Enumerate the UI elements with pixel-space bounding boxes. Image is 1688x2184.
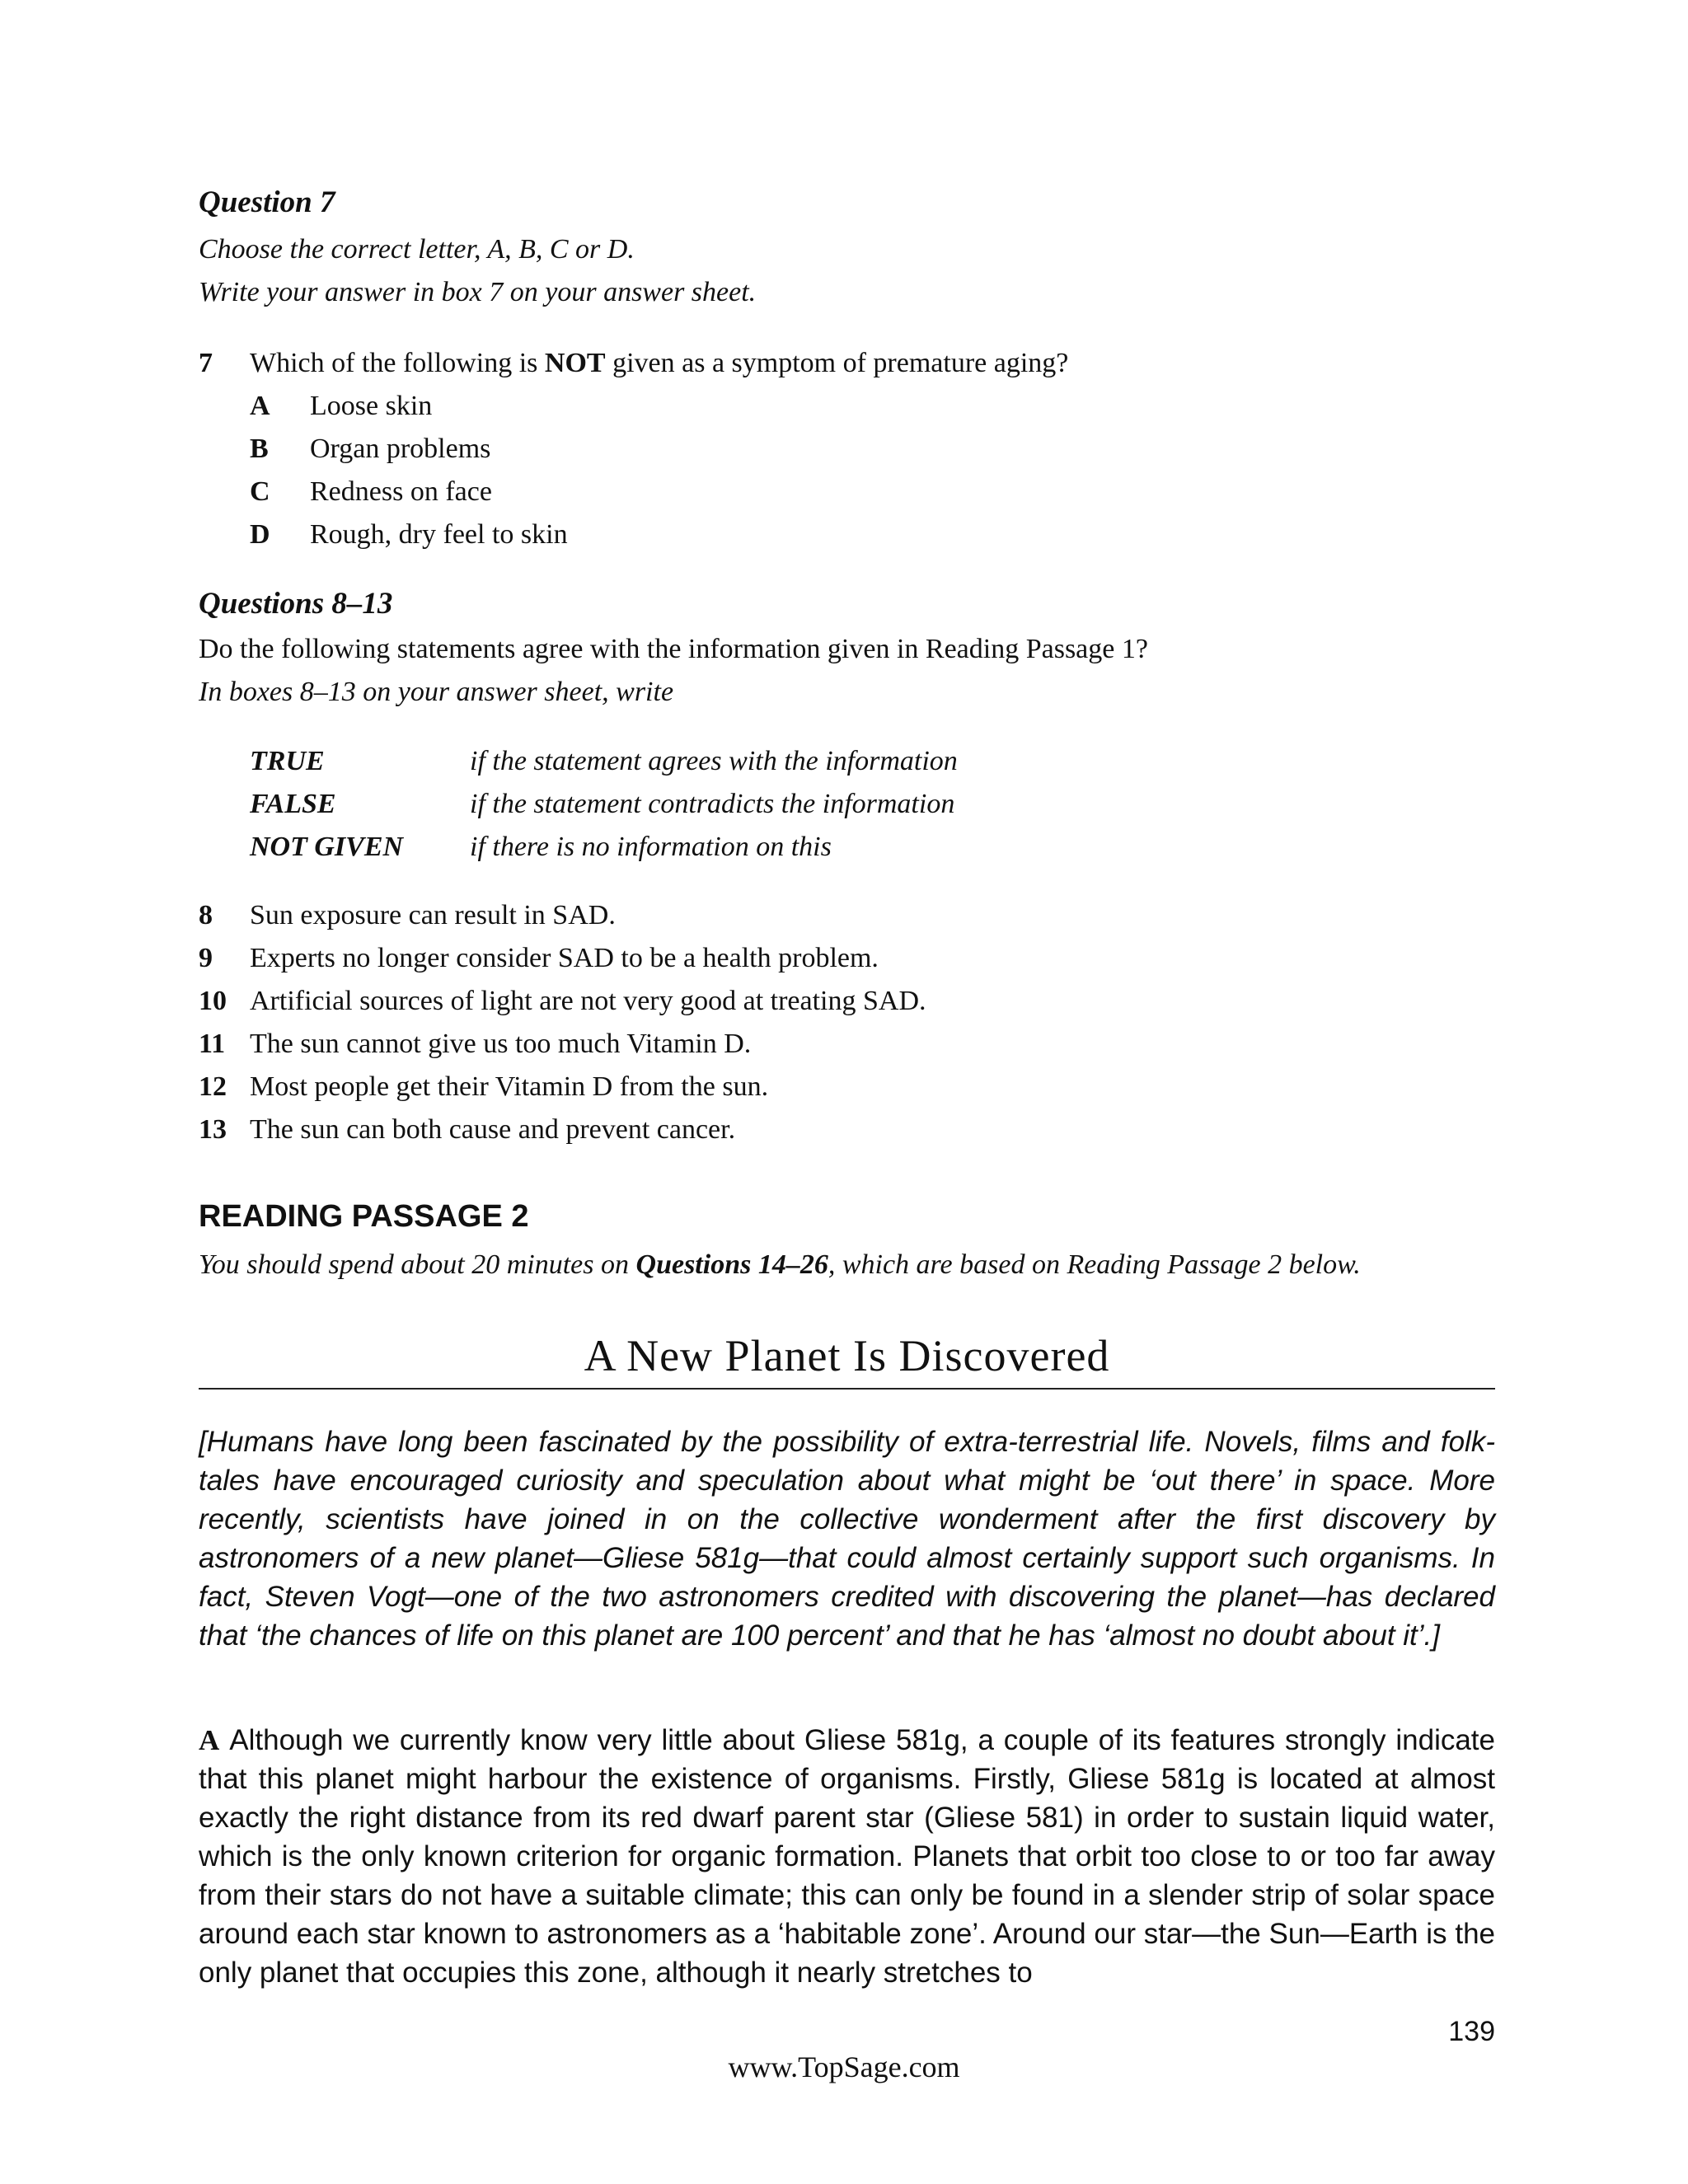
- key-term-true: TRUE: [250, 746, 325, 776]
- option-a-letter: A: [250, 391, 270, 421]
- question-number: 12: [199, 1071, 227, 1102]
- passage-intro-paragraph: [Humans have long been fascinated by the possibility of extra-terrestrial life. Novels, films and folk-tales have encouraged curiosity and speculation about what might be ‘out there’ in space. More recently, scientists have joined in on the collective wonderment after the first discovery by astronomers of a new planet—Gliese 581g—that could almost certainly support such organisms. In fact, Steven Vogt—one of the two astronomers credited with discovering the planet—has declared that ‘the chances of life on this planet are 100 percent’ and that he has ‘almost no doubt about it’.]: [199, 1426, 1495, 1652]
- page-number: 139: [1448, 2016, 1495, 2047]
- passage-title: A New Planet Is Discovered: [584, 1331, 1110, 1380]
- option-b-letter: B: [250, 434, 269, 464]
- questions-8-13-instruction-2: In boxes 8–13 on your answer sheet, write: [199, 677, 674, 707]
- statement-9: Experts no longer consider SAD to be a health problem.: [250, 943, 879, 973]
- question-7-text: Which of the following is NOT given as a symptom of premature aging?: [250, 348, 1069, 378]
- statement-12: Most people get their Vitamin D from the sun.: [250, 1071, 769, 1102]
- option-d-text: Rough, dry feel to skin: [310, 519, 568, 550]
- question-7-instruction-2: Write your answer in box 7 on your answer sheet.: [199, 277, 757, 307]
- option-d-letter: D: [250, 519, 270, 550]
- question-number: 10: [199, 986, 227, 1016]
- question-number: 13: [199, 1114, 227, 1145]
- passage-paragraph-a: [199, 1721, 1495, 1992]
- option-c-text: Redness on face: [310, 476, 492, 507]
- statement-10: Artificial sources of light are not very good at treating SAD.: [250, 986, 926, 1016]
- option-c-letter: C: [250, 476, 270, 507]
- footer-url: www.TopSage.com: [728, 2050, 960, 2083]
- question-number: 11: [199, 1029, 226, 1059]
- questions-8-13-heading: Questions 8–13: [199, 587, 393, 621]
- paragraph-a-text: Although we currently know very little about Gliese 581g, a couple of its features strongly indicate that this planet might harbour the existence of organisms. Firstly, Gliese 581g is located at almost exactly the right distance from its red dwarf parent star (Gliese 581) in order to sustain liquid water, which is the only known criterion for organic formation. Planets that orbit too close to or too far away from their stars do not have a suitable climate; this can only be found in a slender strip of solar space around each star known to astronomers as a ‘habitable zone’. Around our star—the Sun—Earth is the only planet that occupies this zone, although it nearly stretches to: [199, 1724, 1495, 1989]
- question-number: 7: [199, 348, 213, 378]
- option-a-text: Loose skin: [310, 391, 433, 421]
- question-7-heading: Question 7: [199, 185, 335, 219]
- statement-13: The sun can both cause and prevent cancer.: [250, 1114, 736, 1145]
- key-term-false: FALSE: [250, 789, 336, 819]
- key-desc-false: if the statement contradicts the information: [470, 789, 955, 819]
- question-number: 9: [199, 943, 213, 973]
- reading-passage-2-heading: READING PASSAGE 2: [199, 1199, 529, 1234]
- statement-8: Sun exposure can result in SAD.: [250, 900, 616, 930]
- key-desc-not-given: if there is no information on this: [470, 832, 832, 862]
- statement-11: The sun cannot give us too much Vitamin D.: [250, 1029, 752, 1059]
- question-7-instruction-1: Choose the correct letter, A, B, C or D.: [199, 234, 635, 265]
- reading-passage-2-instruction: You should spend about 20 minutes on Questions 14–26, which are based on Reading Passage 2 below.: [199, 1249, 1361, 1280]
- key-term-not-given: NOT GIVEN: [250, 832, 404, 862]
- paragraph-label: A: [199, 1724, 220, 1756]
- question-number: 8: [199, 900, 213, 930]
- questions-8-13-instruction-1: Do the following statements agree with the information given in Reading Passage 1?: [199, 634, 1148, 664]
- option-b-text: Organ problems: [310, 434, 491, 464]
- title-divider: [199, 1388, 1495, 1390]
- key-desc-true: if the statement agrees with the information: [470, 746, 958, 776]
